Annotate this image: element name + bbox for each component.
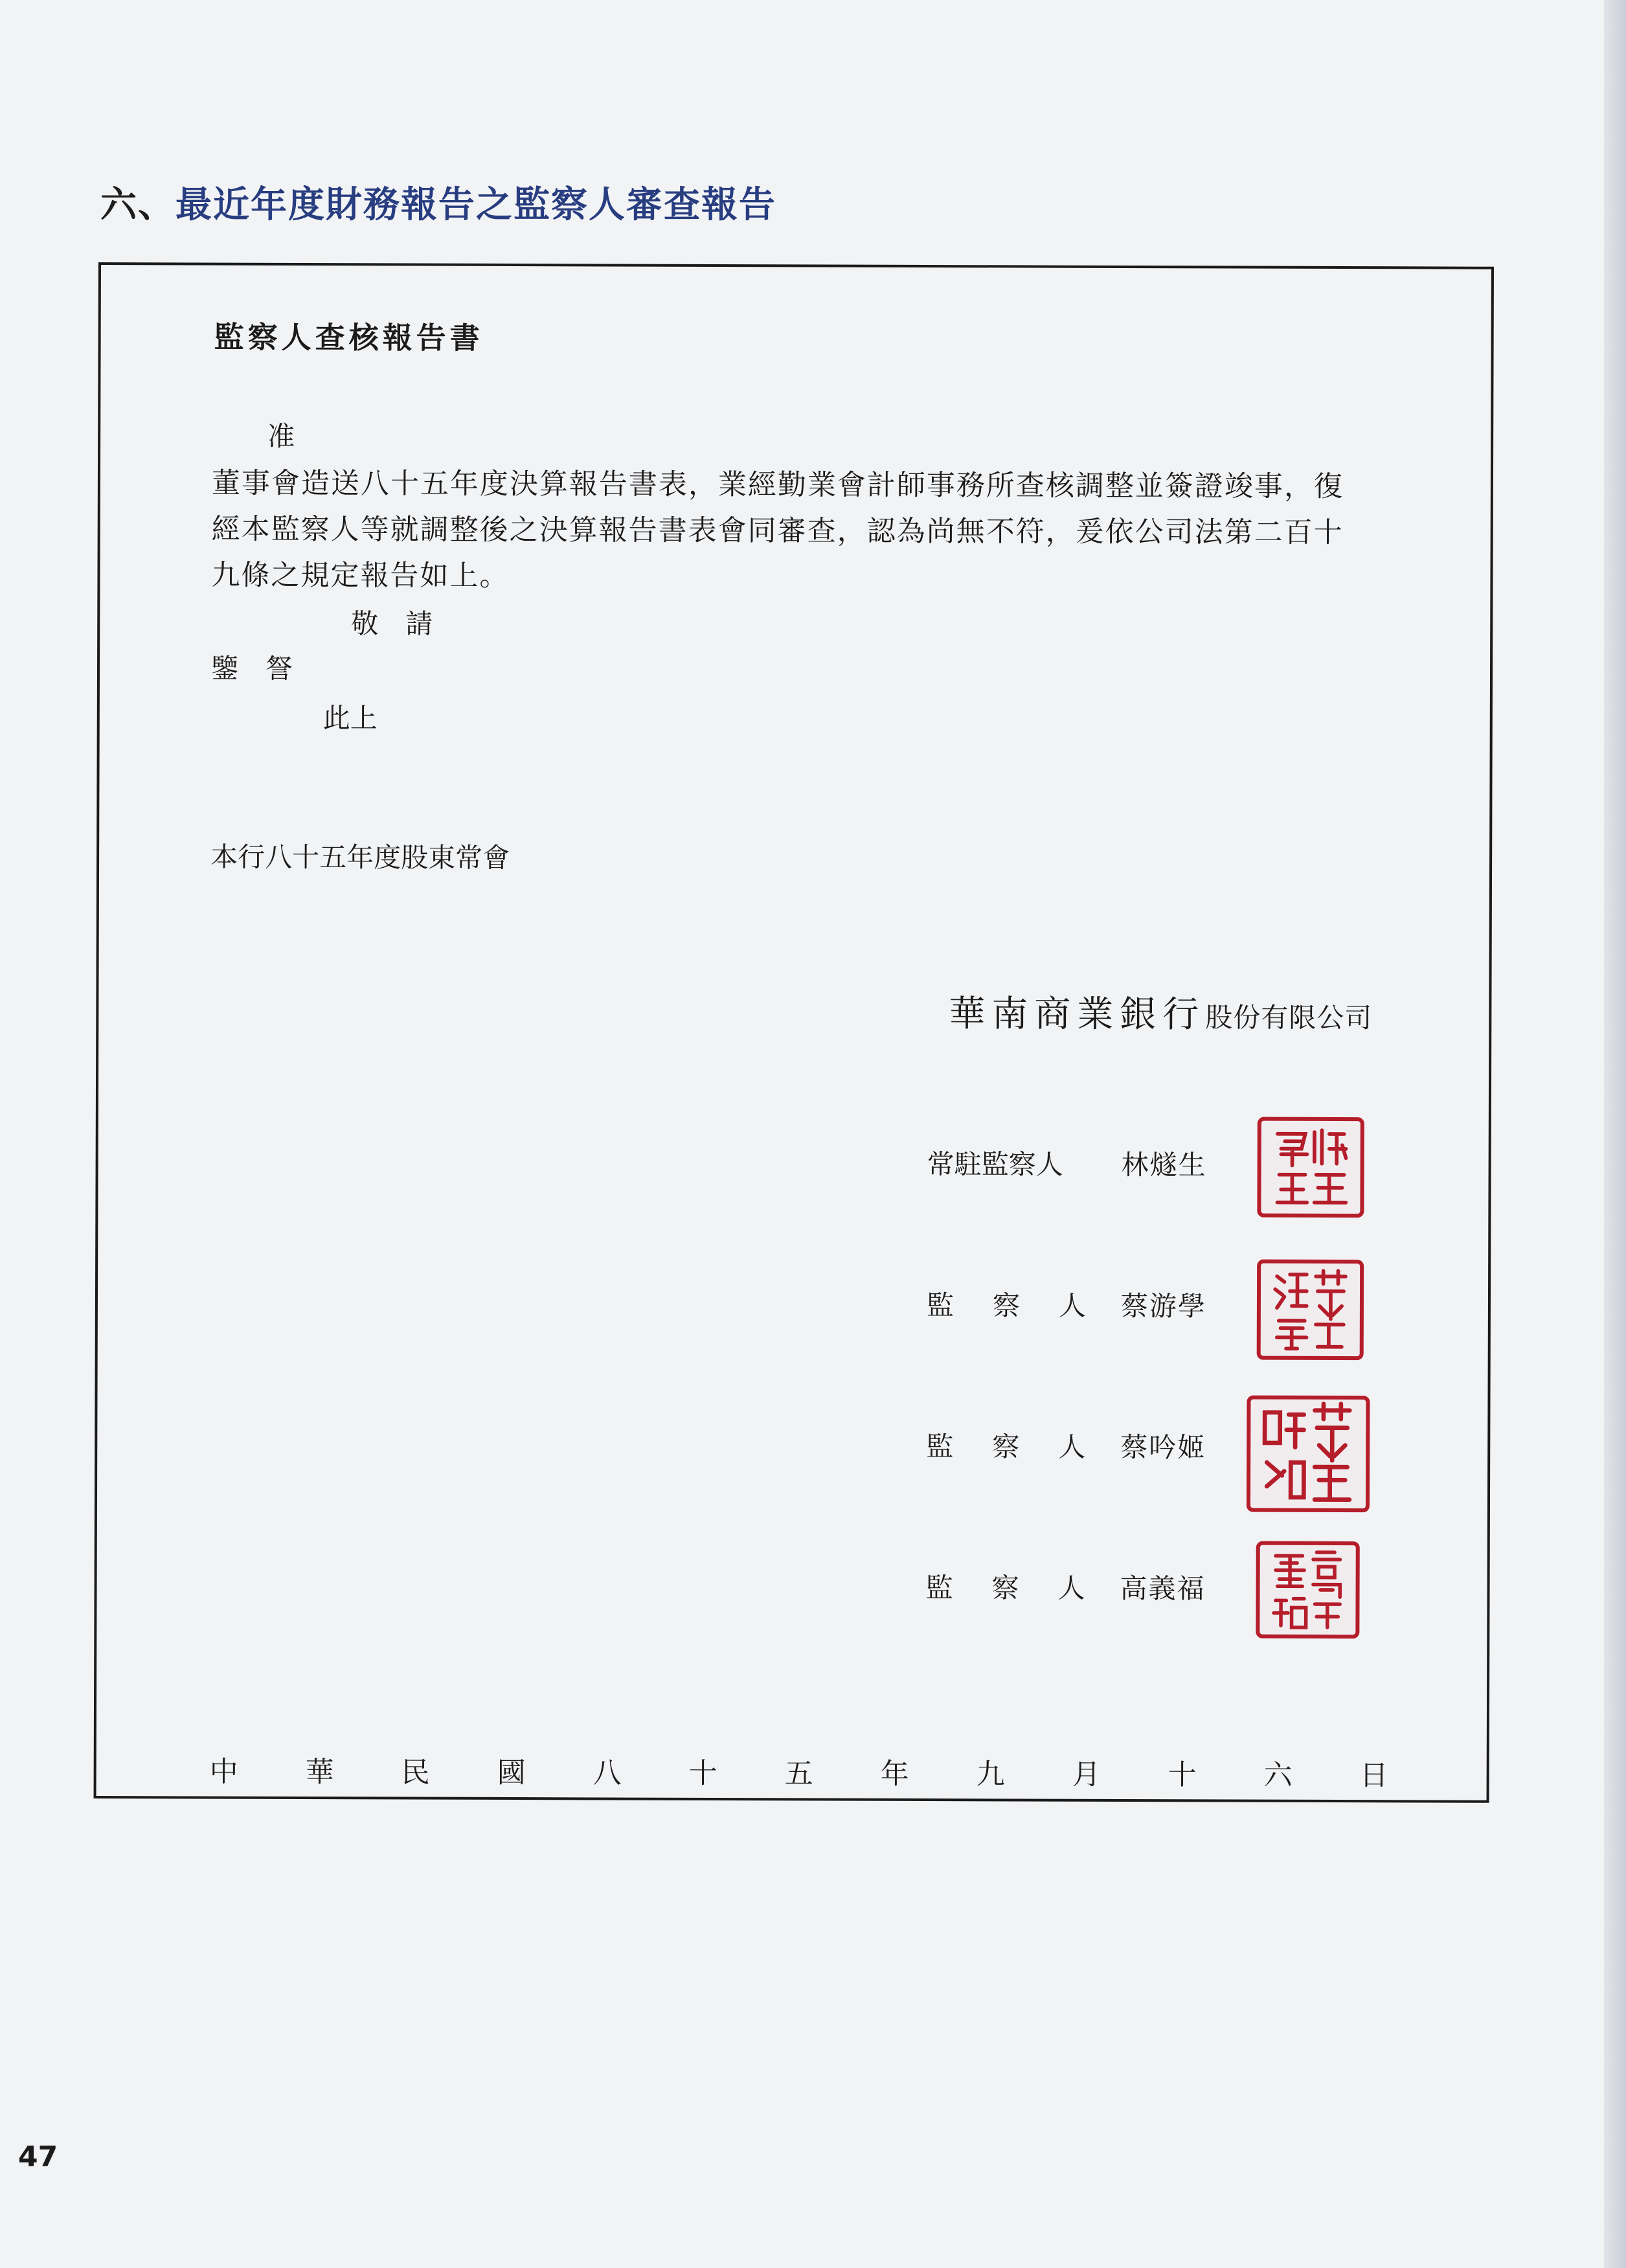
date-char: 月 (1072, 1758, 1101, 1791)
date-char: 中 (209, 1755, 238, 1789)
respectfully-line: 敬 請 (351, 607, 433, 640)
date-char: 十 (688, 1756, 717, 1791)
date-char: 日 (1359, 1759, 1388, 1793)
date-char: 九 (976, 1758, 1005, 1791)
date-char: 年 (880, 1757, 909, 1791)
salutation: 准 (267, 420, 295, 452)
signatory-name-3: 蔡吟姬 (1120, 1431, 1206, 1464)
date-char: 八 (593, 1756, 622, 1790)
paragraph-line-3: 九條之規定報告如上。 (211, 558, 510, 593)
red-seal-icon (1257, 1260, 1364, 1361)
date-char: 華 (305, 1756, 334, 1789)
company-name (949, 993, 1373, 1036)
date-char: 六 (1263, 1758, 1293, 1792)
addressee-line: 本行八十五年度股東常會 (210, 841, 510, 874)
date-row (210, 1749, 1388, 1794)
signatory-role-2: 監察人 (926, 1289, 1125, 1322)
company-name-main: 華南商業銀行 (949, 993, 1206, 1036)
signatory-name-4: 高義福 (1120, 1572, 1206, 1605)
signatory-name-1: 林燧生 (1121, 1148, 1207, 1181)
company-name-suffix: 股份有限公司 (1205, 1001, 1373, 1034)
date-char: 五 (784, 1757, 813, 1791)
paragraph-line-2: 經本監察人等就調整後之決算報告書表會同審查，認為尚無不符，爰依公司法第二百十 (211, 512, 1344, 550)
date-char: 國 (497, 1756, 526, 1790)
paragraph-line-1: 董事會造送八十五年度決算報告書表，業經勤業會計師事務所查核調整並簽證竣事，復 (211, 466, 1344, 504)
red-seal-icon (1256, 1541, 1359, 1639)
signatory-role-3: 監察人 (926, 1431, 1125, 1463)
signatory-role-4: 監察人 (925, 1572, 1124, 1604)
page-edge-shadow (1604, 0, 1626, 2268)
date-char: 民 (401, 1756, 430, 1789)
report-frame (94, 262, 1494, 1803)
page-number: 47 (18, 2140, 58, 2173)
section-heading (100, 176, 776, 228)
review-line: 鑒 詧 (210, 652, 293, 685)
signatory-name-2: 蔡游學 (1120, 1289, 1207, 1322)
red-seal-icon (1257, 1117, 1364, 1218)
section-title: 最近年度財務報告之監察人審查報告 (175, 184, 776, 226)
report-title: 監察人查核報告書 (214, 319, 484, 356)
closing-line: 此上 (322, 702, 378, 734)
red-seal-icon (1247, 1396, 1370, 1513)
section-number: 六、 (100, 184, 175, 226)
date-char: 十 (1168, 1758, 1197, 1792)
signatory-role-1: 常駐監察人 (927, 1148, 1063, 1181)
